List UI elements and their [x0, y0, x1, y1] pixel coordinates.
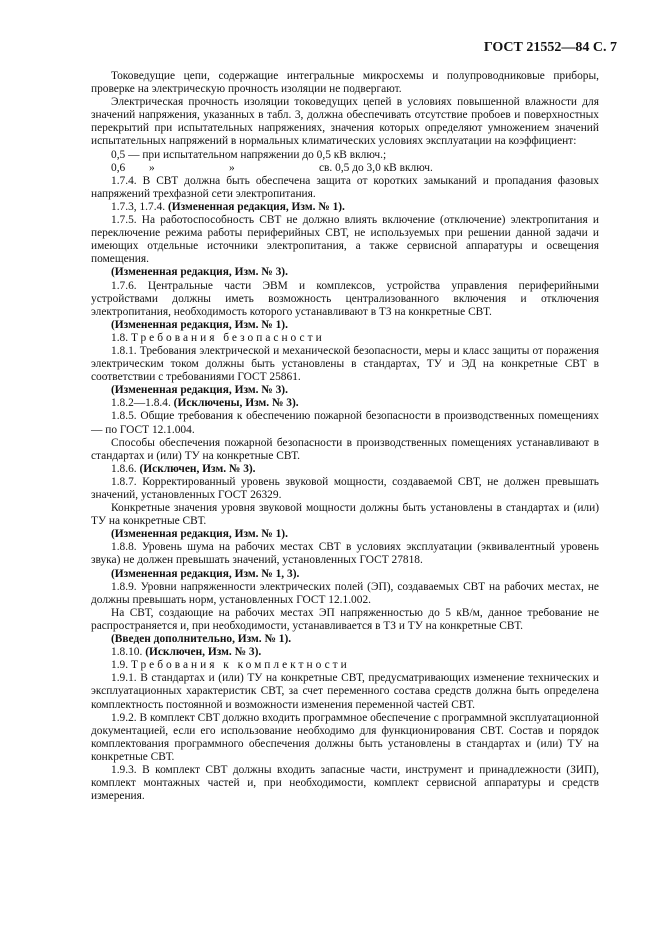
paragraph: 0,5 — при испытательном напряжении до 0,5 кВ включ.;	[111, 148, 387, 161]
amendment-note: (Измененная редакция, Изм. № 3).	[111, 266, 288, 279]
clause-number: 1.7.3, 1.7.4.	[111, 200, 166, 213]
coefficient-value: 0,6	[111, 161, 126, 174]
paragraph: Электрическая прочность изоляции токоведущих цепей в условиях повышенной влажности для значений напряжения, указанных в табл. 3, должна обеспечивать отсутствие пробоев и поверхностных перекрытий при испытательных напряжениях, значения которых определяют умножением значений испытательных напряжений в нормальных климатических условиях эксплуатации на коэффициент:	[91, 96, 599, 148]
section-title: Требования безопасности	[130, 331, 325, 344]
section-number: 1.9.	[111, 659, 129, 672]
paragraph: Способы обеспечения пожарной безопасности в производственных помещениях устанавливают в стандартах и (или) ТУ на конкретные СВТ.	[91, 436, 599, 462]
clause-number: 1.8.10.	[111, 646, 143, 659]
amendment-line	[91, 646, 599, 659]
coefficient-range: св. 0,5 до 3,0 кВ включ.	[319, 161, 433, 174]
amendment-line	[91, 201, 599, 214]
paragraph: 1.8.7. Корректированный уровень звуковой мощности, создаваемой СВТ, не должен превышать значений, установленных ГОСТ 26329.	[91, 475, 599, 501]
section-heading	[91, 659, 599, 672]
paragraph: 1.9.2. В комплект СВТ должно входить программное обеспечение с программной эксплуатационной документацией, если его использование необходимо для функционирования СВТ. Состав и порядок комплектования программного обеспечения должны быть установлены в стандартах и (или) ТУ на конкретные СВТ.	[91, 711, 599, 763]
amendment-note: (Измененная редакция, Изм. № 1, 3).	[111, 567, 300, 580]
amendment-line	[91, 397, 599, 410]
amendment-note: (Измененная редакция, Изм. № 1).	[167, 200, 345, 213]
paragraph: Токоведущие цепи, содержащие интегральные микросхемы и полупроводниковые приборы, проверке на электрическую прочность изоляции не подвергают.	[91, 70, 599, 96]
amendment-note: (Введен дополнительно, Изм. № 1).	[111, 633, 292, 646]
section-heading	[91, 332, 599, 345]
amendment-note: (Исключен, Изм. № 3).	[145, 646, 262, 659]
paragraph: 1.7.5. На работоспособность СВТ не должно влиять включение (отключение) электропитания и переключение режима работы периферийных СВТ, не используемых при решении данной задачи и имеющих отдельные источники электропитания, а также сервисной аппаратуры и освещения помещения.	[91, 214, 599, 266]
clause-number: 1.8.2—1.8.4.	[111, 397, 171, 410]
section-number: 1.8.	[111, 331, 129, 344]
clause-number: 1.8.6.	[111, 462, 137, 475]
amendment-note: (Измененная редакция, Изм. № 1).	[111, 318, 288, 331]
amendment-note: (Исключен, Изм. № 3).	[139, 462, 256, 475]
paragraph: 1.9.3. В комплект СВТ должны входить запасные части, инструмент и принадлежности (ЗИП), комплект монтажных частей и, при необходимости, комплект сервисной аппаратуры и средств измерения.	[91, 763, 599, 803]
paragraph: 1.9.1. В стандартах и (или) ТУ на конкретные СВТ, предусматривающих изменение технических и эксплуатационных характеристик СВТ, за счет переменного состава средств должна быть определена комплектность постоянной и возможности изменения переменной частей СВТ.	[91, 672, 599, 711]
amendment-note: (Измененная редакция, Изм. № 3).	[111, 384, 288, 397]
paragraph: 1.8.8. Уровень шума на рабочих местах СВТ в условиях эксплуатации (эквивалентный уровень звука) не должен превышать значений, установленных ГОСТ 27818.	[91, 541, 599, 567]
paragraph: На СВТ, создающие на рабочих местах ЭП напряженностью до 5 кВ/м, данное требование не распространяется и, при необходимости, устанавливается в ТЗ и ТУ на конкретные СВТ.	[91, 606, 599, 632]
paragraph: 1.8.9. Уровни напряженности электрических полей (ЭП), создаваемых СВТ на рабочих местах, не должны превышать норм, установленных ГОСТ 12.1.002.	[91, 580, 599, 606]
paragraph: Конкретные значения уровня звуковой мощности должны быть установлены в стандартах и (или) ТУ на конкретные СВТ.	[91, 502, 599, 528]
document-body	[91, 70, 599, 803]
ditto-mark: »	[149, 161, 155, 174]
amendment-note: (Исключены, Изм. № 3).	[173, 397, 299, 410]
page-header: ГОСТ 21552—84 С. 7	[483, 40, 617, 55]
paragraph: 1.7.4. В СВТ должна быть обеспечена защита от коротких замыканий и пропадания фазовых напряжений трехфазной сети электропитания.	[91, 174, 599, 200]
amendment-line	[91, 463, 599, 476]
paragraph: 1.7.6. Центральные части ЭВМ и комплексов, устройства управления периферийными устройствами должны иметь возможность централизованного включения и отключения электропитания, необходимость которого устанавливают в ТЗ на конкретные СВТ.	[91, 279, 599, 318]
amendment-note: (Измененная редакция, Изм. № 1).	[111, 528, 288, 541]
paragraph: 1.8.1. Требования электрической и механической безопасности, меры и класс защиты от поражения электрическим током должны быть установлены в стандартах, ТУ и ЭД на конкретные СВТ в соответствии с требованиями ГОСТ 25861.	[91, 344, 599, 384]
ditto-mark: »	[229, 161, 235, 174]
paragraph: 1.8.5. Общие требования к обеспечению пожарной безопасности в производственных помещениях — по ГОСТ 12.1.004.	[91, 410, 599, 436]
coefficient-row	[91, 162, 599, 175]
section-title: Требования к комплектности	[130, 659, 350, 672]
